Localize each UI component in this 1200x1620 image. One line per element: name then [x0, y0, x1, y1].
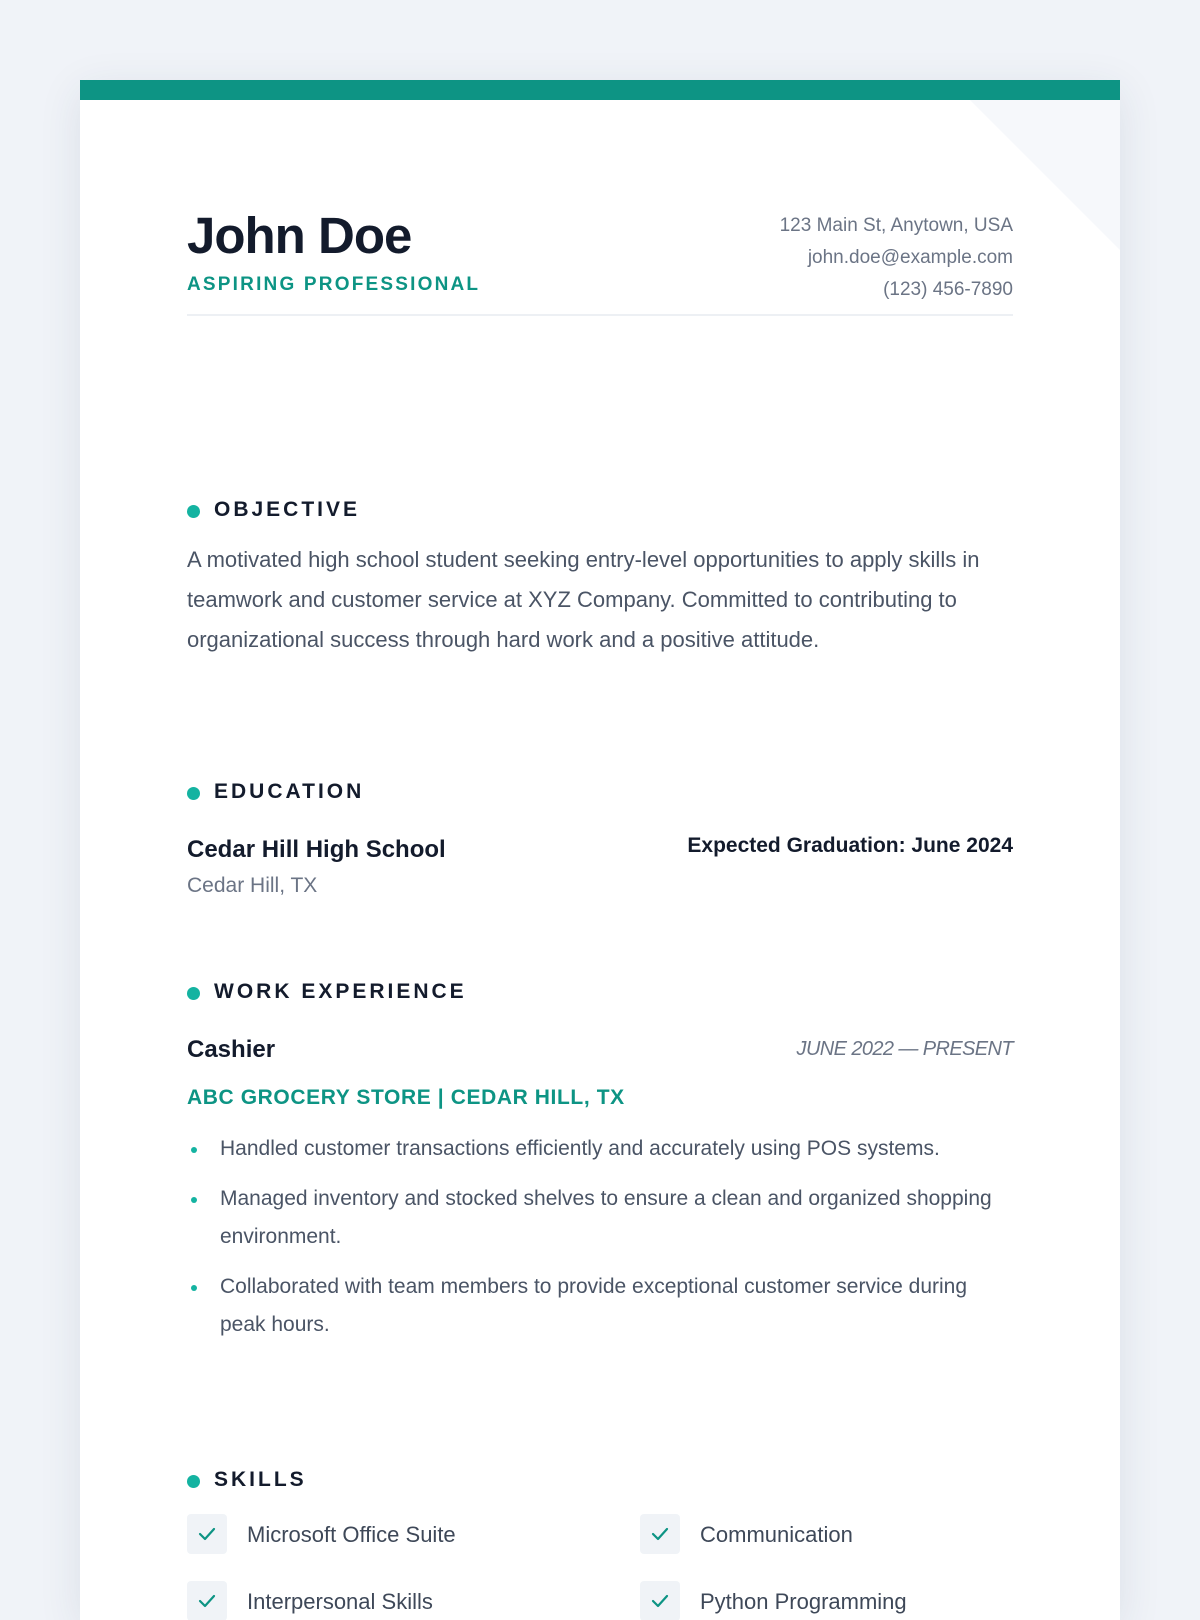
- skill-label: Communication: [700, 1522, 853, 1547]
- objective-text: A motivated high school student seeking entry-level opportunities to apply skills in teamwork and customer service at XYZ Company. Committed to contributing to organizational success through hard work and a positive attitude.: [187, 547, 980, 652]
- dot-icon: [187, 787, 200, 800]
- skill-label: Python Programming: [700, 1589, 907, 1614]
- education-section: [187, 778, 1013, 904]
- accent-top-bar: [80, 80, 1120, 100]
- contact-address: 123 Main St, Anytown, USA: [779, 215, 1013, 236]
- job-dates: JUNE 2022 — PRESENT: [796, 1038, 1013, 1060]
- dot-icon: [191, 1285, 197, 1291]
- dot-icon: [187, 505, 200, 518]
- section-heading: [187, 778, 1013, 808]
- job-header: [187, 1024, 1013, 1072]
- education-heading: EDUCATION: [214, 780, 365, 803]
- candidate-name: John Doe: [187, 207, 412, 264]
- graduation-date: Expected Graduation: June 2024: [687, 834, 1013, 857]
- list-item: [187, 1180, 1013, 1256]
- resume-content: [187, 180, 1013, 1614]
- candidate-subtitle: ASPIRING PROFESSIONAL: [187, 274, 481, 295]
- school-location: Cedar Hill, TX: [187, 874, 318, 897]
- dot-icon: [187, 987, 200, 1000]
- skill-item: [640, 1514, 1020, 1554]
- objective-heading: OBJECTIVE: [214, 498, 361, 521]
- education-entry: [187, 824, 1013, 904]
- section-heading: [187, 496, 1013, 526]
- contact-info: [780, 210, 1013, 306]
- skill-item: [187, 1581, 567, 1620]
- skill-label: Microsoft Office Suite: [247, 1522, 456, 1547]
- list-item: [187, 1268, 1013, 1344]
- dot-icon: [191, 1197, 197, 1203]
- check-icon: [187, 1581, 227, 1620]
- job-bullet-list: [187, 1130, 1013, 1344]
- check-icon: [187, 1514, 227, 1554]
- resume-page: [80, 80, 1120, 1620]
- school-name: Cedar Hill High School: [187, 836, 446, 863]
- bullet-text: Collaborated with team members to provide exceptional customer service during peak hours.: [220, 1275, 968, 1336]
- dot-icon: [187, 1475, 200, 1488]
- company-name: ABC GROCERY STORE | CEDAR HILL, TX: [187, 1086, 625, 1109]
- job-title: Cashier: [187, 1036, 276, 1063]
- work-heading: WORK EXPERIENCE: [214, 980, 467, 1003]
- list-item: [187, 1130, 1013, 1168]
- skill-label: Interpersonal Skills: [247, 1589, 433, 1614]
- check-icon: [640, 1514, 680, 1554]
- dot-icon: [191, 1147, 197, 1153]
- skill-item: [187, 1514, 567, 1554]
- section-heading: [187, 978, 1013, 1008]
- work-experience-section: [187, 978, 1013, 1356]
- contact-email: john.doe@example.com: [807, 247, 1013, 268]
- skill-item: [640, 1581, 1020, 1620]
- skills-grid: [187, 1514, 1013, 1620]
- resume-header: [187, 180, 1013, 316]
- objective-section: [187, 496, 1013, 660]
- skills-section: [187, 1466, 1013, 1620]
- bullet-text: Managed inventory and stocked shelves to ensure a clean and organized shopping environment.: [220, 1187, 992, 1248]
- contact-phone: (123) 456-7890: [883, 279, 1013, 300]
- skills-heading: SKILLS: [214, 1468, 307, 1491]
- bullet-text: Handled customer transactions efficiently and accurately using POS systems.: [220, 1137, 940, 1160]
- section-heading: [187, 1466, 1013, 1496]
- check-icon: [640, 1581, 680, 1620]
